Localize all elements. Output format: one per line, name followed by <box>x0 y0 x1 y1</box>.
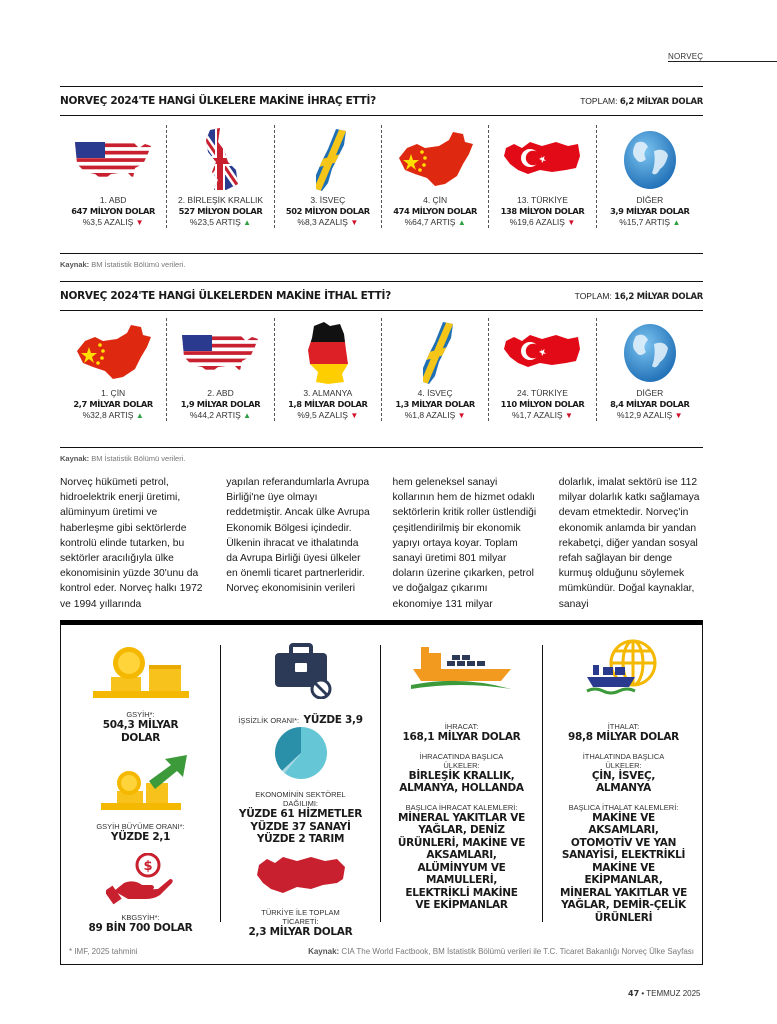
up-arrow-icon: ▲ <box>457 218 466 227</box>
sector-block <box>221 725 380 846</box>
country-label: 4. ÇİN <box>423 195 448 205</box>
unemployment-block <box>221 643 380 728</box>
country-change: %9,5 AZALIŞ ▼ <box>297 410 359 420</box>
country-label: 1. ABD <box>99 195 127 205</box>
country-cell <box>60 318 167 421</box>
down-arrow-icon: ▼ <box>567 218 576 227</box>
up-arrow-icon: ▲ <box>243 218 252 227</box>
article-column: hem geleneksel sanayi kollarının hem de hizmet odaklı sektörlerin kritik roller üstlendiği çeşitlendirilmiş bir ekonomik yapıyı ortaya koyar. Toplam sanayi üretimi 801 milyar doların üzerine çıkarken, petrol ve doğalgaz çıkarımı ekonomiye 131 milyar <box>392 477 537 610</box>
divider <box>60 253 703 254</box>
hand-money-icon <box>106 853 176 905</box>
china-flag-map-icon <box>60 318 166 388</box>
infographic-source: Kaynak: CIA The World Factbook, BM İstatistik Bölümü verileri ile T.C. Ticaret Bakanlığı Norveç Ülke Sayfası <box>308 947 694 956</box>
exports-total: TOPLAM: 6,2 MİLYAR DOLAR <box>580 95 703 107</box>
gdp-growth-label: GSYİH BÜYÜME ORANI*: <box>96 822 185 831</box>
article-column: dolarlık, imalat sektörü ise 112 milyar dolarlık katkı sağlamaya devam etmektedir. Norveç'in ekonomik anlamda bir yandan rekabetçi, diğer yandan sosyal refah sağlayan bir denge kurmuş olduğunu söylemek mümkündür. Doğal kaynaklar, sanayi <box>558 477 700 610</box>
country-value: 502 MİLYON DOLAR <box>285 206 370 216</box>
country-label: 24. TÜRKİYE <box>517 388 568 398</box>
gdp-block <box>61 643 220 744</box>
sweden-flag-map-icon <box>382 318 488 388</box>
usa-flag-map-icon <box>60 125 166 195</box>
country-label: DİĞER <box>636 388 664 398</box>
country-value: 110 MİLYON DOLAR <box>500 399 585 409</box>
country-value: 647 MİLYON DOLAR <box>71 206 156 216</box>
gdp-per-capita-block <box>61 853 220 935</box>
exports-summary-block <box>381 639 542 912</box>
imports-header <box>60 281 703 311</box>
exports-country-row <box>60 125 703 228</box>
down-arrow-icon: ▼ <box>350 411 359 420</box>
turkey-flag-map-icon <box>489 125 595 195</box>
exports-value: 168,1 MİLYAR DOLAR <box>402 731 521 743</box>
country-value: 474 MİLYON DOLAR <box>393 206 478 216</box>
country-cell <box>275 318 382 421</box>
gdp-value: 504,3 MİLYAR DOLAR <box>102 719 179 744</box>
gdp-per-capita-label: KBGSYİH*: <box>121 913 160 922</box>
gdp-label: GSYİH*: <box>126 710 155 719</box>
country-value: 8,4 MİLYAR DOLAR <box>610 399 690 409</box>
economy-infographic <box>60 620 703 965</box>
sector-line: YÜZDE 61 HİZMETLER <box>238 808 363 820</box>
country-change: %1,7 AZALIŞ ▼ <box>512 410 573 420</box>
globe-icon <box>597 125 703 195</box>
exports-items: MİNERAL YAKITLAR VE YAĞLAR, DENİZ ÜRÜNLERİ, MAKİNE VE AKSAMLARI, ALÜMİNYUM VE MAMULLERİ, ELEKTRİKLİ MAKİNE VE EKİPMANLAR <box>397 811 526 911</box>
country-cell <box>597 125 703 228</box>
gdp-per-capita-value: 89 BİN 700 DOLAR <box>88 922 193 934</box>
germany-flag-map-icon <box>275 318 381 388</box>
coins-icon <box>91 643 191 701</box>
cargo-ship-icon <box>407 639 517 699</box>
imports-summary-block <box>543 639 704 924</box>
country-cell <box>275 125 382 228</box>
country-value: 138 MİLYON DOLAR <box>500 206 585 216</box>
exports-partners-label: İHRACATINDA BAŞLICA ÜLKELER: <box>419 751 504 770</box>
turkey-trade-value: 2,3 MİLYAR DOLAR <box>248 926 353 938</box>
imports-country-row <box>60 318 703 421</box>
section-tag-underline <box>668 61 777 62</box>
exports-partners: BİRLEŞİK KRALLIK, ALMANYA, HOLLANDA <box>399 769 524 794</box>
country-value: 1,9 MİLYAR DOLAR <box>180 399 261 409</box>
country-label: 2. ABD <box>207 388 234 398</box>
imports-value: 98,8 MİLYAR DOLAR <box>568 731 679 743</box>
country-cell <box>489 318 596 421</box>
imports-title: NORVEÇ 2024'TE HANGİ ÜLKELERDEN MAKİNE İTHAL ETTİ? <box>60 290 391 302</box>
country-change: %19,6 AZALIŞ ▼ <box>509 217 576 227</box>
country-value: 2,7 MİLYAR DOLAR <box>73 399 153 409</box>
growth-coins-icon <box>91 753 191 813</box>
up-arrow-icon: ▲ <box>243 411 252 420</box>
country-change: %3,5 AZALIŞ ▼ <box>82 217 144 227</box>
page-footer: 47 • TEMMUZ 2025 <box>628 989 701 998</box>
country-cell <box>597 318 703 421</box>
up-arrow-icon: ▲ <box>672 218 681 227</box>
imports-partners-label: İTHALATINDA BAŞLICA ÜLKELER: <box>582 751 665 770</box>
sector-line: YÜZDE 37 SANAYİ <box>250 820 351 833</box>
country-change: %8,3 AZALIŞ ▼ <box>297 217 359 227</box>
country-cell <box>382 125 489 228</box>
country-change: %12,9 AZALIŞ ▼ <box>617 410 683 420</box>
down-arrow-icon: ▼ <box>457 411 466 420</box>
exports-source: Kaynak: BM İstatistik Bölümü verileri. <box>60 260 186 269</box>
article-column: Norveç hükümeti petrol, hidroelektrik enerji üretimi, alüminyum üretimi ve haberleşme gibi sektörlerde kontrolü elinde tutarken, bu sektörler aracılığıyla ülke ekonomisinin yüzde 30'unu da kontrol eder. Norveç halkı 1972 ve 1994 yıllarında <box>60 477 203 610</box>
country-label: DİĞER <box>636 195 664 205</box>
article-column: yapılan referandumlarla Avrupa Birliği'ne üye olmayı reddetmiştir. Ancak ülke Avrupa Ekonomik Bölgesi içindedir. Ülkenin ihracat ve ithalatında da Avrupa Birliği üyesi ülkeler en önemli ticaret partnerleridir. Norveç ekonomisinin verileri <box>226 477 370 595</box>
article-body <box>60 475 703 612</box>
country-cell <box>167 125 274 228</box>
exports-header <box>60 86 703 116</box>
country-value: 3,9 MİLYAR DOLAR <box>610 206 690 216</box>
country-change: %23,5 ARTIŞ ▲ <box>189 217 252 227</box>
down-arrow-icon: ▼ <box>564 411 573 420</box>
imports-total: TOPLAM: 16,2 MİLYAR DOLAR <box>574 290 703 302</box>
globe-ship-icon <box>569 639 679 699</box>
country-label: 3. İSVEÇ <box>310 195 346 205</box>
sweden-flag-map-icon <box>275 125 381 195</box>
turkey-trade-label: TÜRKİYE İLE TOPLAM TİCARETİ: <box>261 908 340 926</box>
country-value: 527 MİLYON DOLAR <box>178 206 263 216</box>
exports-title: NORVEÇ 2024'TE HANGİ ÜLKELERE MAKİNE İHRAÇ ETTİ? <box>60 95 376 107</box>
uk-flag-map-icon <box>167 125 273 195</box>
country-cell <box>382 318 489 421</box>
country-label: 3. ALMANYA <box>303 388 353 398</box>
exports-label: İHRACAT: <box>444 722 479 731</box>
turkey-map-icon <box>253 853 349 899</box>
country-label: 4. İSVEÇ <box>417 388 453 398</box>
down-arrow-icon: ▼ <box>674 411 683 420</box>
imports-partners: ÇİN, İSVEÇ, ALMANYA <box>591 769 656 794</box>
divider <box>60 447 703 448</box>
svg-text:$: $ <box>142 859 153 874</box>
country-cell <box>167 318 274 421</box>
down-arrow-icon: ▼ <box>350 218 359 227</box>
china-flag-map-icon <box>382 125 488 195</box>
country-value: 1,8 MİLYAR DOLAR <box>288 399 368 409</box>
sector-label: EKONOMİNİN SEKTÖREL DAĞILIMI: <box>255 790 346 808</box>
country-value: 1,3 MİLYAR DOLAR <box>395 399 475 409</box>
imports-source: Kaynak: BM İstatistik Bölümü verileri. <box>60 454 186 463</box>
exports-items-label: BAŞLICA İHRACAT KALEMLERİ: <box>405 802 518 812</box>
gdp-growth-value: YÜZDE 2,1 <box>110 831 171 843</box>
turkey-flag-map-icon <box>489 318 595 388</box>
imports-label: İTHALAT: <box>607 722 640 731</box>
up-arrow-icon: ▲ <box>135 411 144 420</box>
country-cell <box>489 125 596 228</box>
briefcase-blocked-icon <box>269 643 333 699</box>
country-change: %64,7 ARTIŞ ▲ <box>404 217 466 227</box>
country-change: %44,2 ARTIŞ ▲ <box>189 410 252 420</box>
down-arrow-icon: ▼ <box>135 218 144 227</box>
unemployment-label: İŞSİZLİK ORANI*: <box>238 716 300 725</box>
gdp-growth-block <box>61 753 220 844</box>
usa-flag-map-icon <box>167 318 273 388</box>
sector-pie-chart <box>273 725 329 781</box>
unemployment-value: YÜZDE 3,9 <box>303 714 363 726</box>
imports-items: MAKİNE VE AKSAMLARI, OTOMOTİV VE YAN SANAYİSİ, ELEKTRİKLİ MAKİNE VE EKİPMANLAR, MİNERAL YAKITLAR VE YAĞLAR, DEMİR-ÇELİK ÜRÜNLERİ <box>560 811 687 924</box>
footnote: * IMF, 2025 tahmini <box>69 947 138 956</box>
country-cell <box>60 125 167 228</box>
section-tag: NORVEÇ <box>668 52 704 61</box>
country-label: 1. ÇİN <box>101 388 126 398</box>
country-label: 2. BİRLEŞİK KRALLIK <box>177 195 264 205</box>
country-change: %1,8 AZALIŞ ▼ <box>404 410 466 420</box>
sector-line: YÜZDE 2 TARIM <box>256 833 345 845</box>
country-change: %32,8 ARTIŞ ▲ <box>82 410 144 420</box>
country-label: 13. TÜRKİYE <box>517 195 568 205</box>
country-change: %15,7 ARTIŞ ▲ <box>619 217 681 227</box>
globe-icon <box>597 318 703 388</box>
imports-items-label: BAŞLICA İTHALAT KALEMLERİ: <box>568 802 679 812</box>
turkey-trade-block <box>221 853 380 939</box>
